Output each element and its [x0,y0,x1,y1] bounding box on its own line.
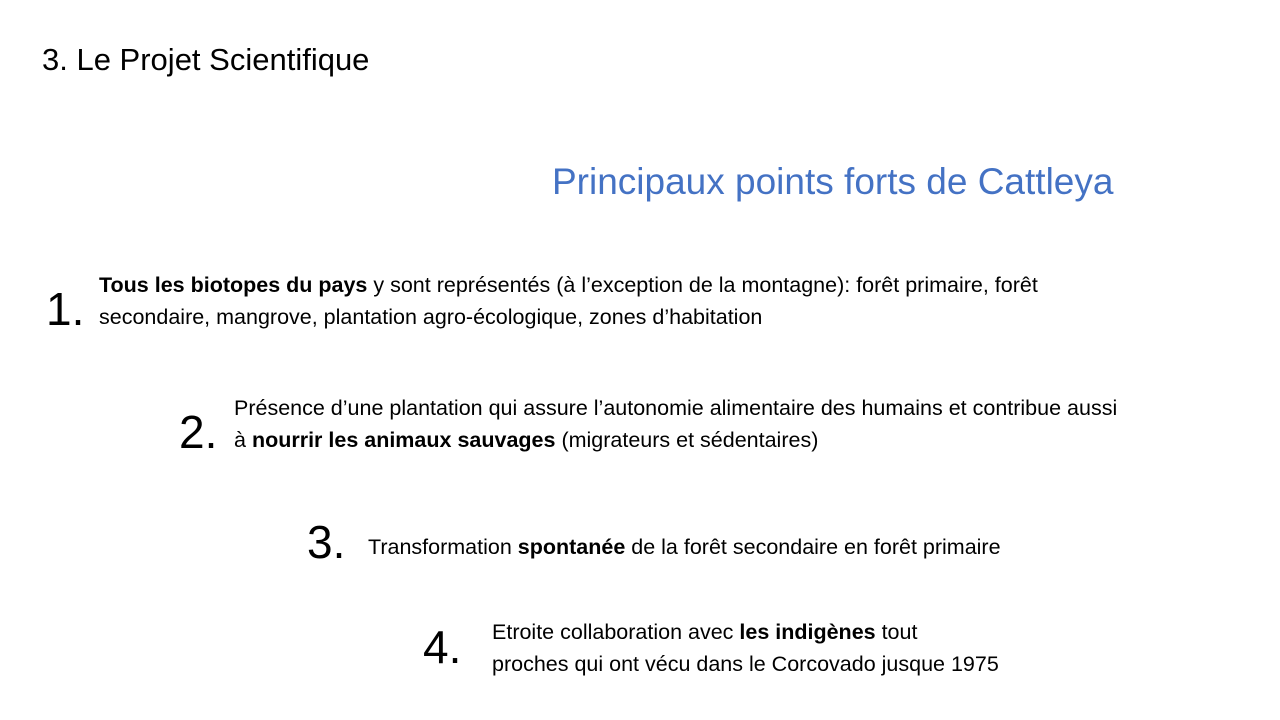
point-text-line [99,269,1038,301]
point-text: Etroite collaboration avec [492,620,740,644]
point-emphasis: Tous les biotopes du pays [99,273,368,297]
point-text: à [234,428,252,452]
point-emphasis: spontanée [517,535,626,559]
point-text: tout [875,620,918,644]
point-emphasis: nourrir les animaux sauvages [251,428,556,452]
point-number: 2. [179,406,218,458]
point-emphasis: les indigènes [739,620,876,644]
point-text: de la forêt secondaire en forêt primaire [625,535,1001,559]
point-number: 3. [307,516,346,568]
point-text-line [234,424,818,456]
point-text-line: Présence d’une plantation qui assure l’autonomie alimentaire des humains et contribue aussi [234,396,1118,420]
point-text-line: proches qui ont vécu dans le Corcovado jusque 1975 [492,652,999,676]
point-text-line: secondaire, mangrove, plantation agro-écologique, zones d’habitation [99,305,763,329]
point-text: Transformation [368,535,518,559]
point-text: (migrateurs et sédentaires) [555,428,819,452]
point-text-line [492,616,917,648]
point-number: 1. [46,283,85,335]
section-title: 3. Le Projet Scientifique [42,42,370,77]
slide-subtitle: Principaux points forts de Cattleya [552,161,1114,202]
point-text-line [368,531,1001,563]
point-text: y sont représentés (à l’exception de la montagne): forêt primaire, forêt [367,273,1038,297]
point-number: 4. [423,621,462,673]
